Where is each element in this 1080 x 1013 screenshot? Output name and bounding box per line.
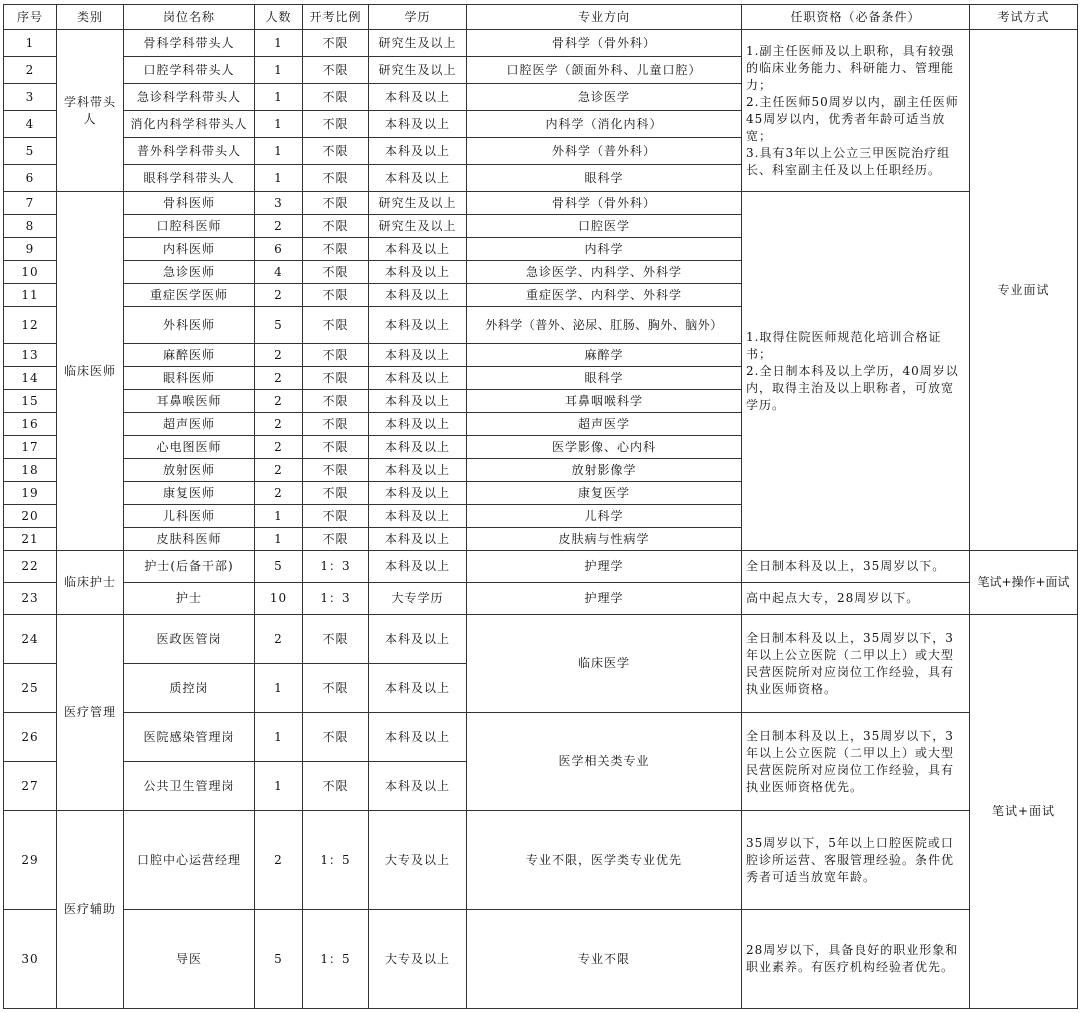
exam-cell: 笔试+面试: [970, 615, 1078, 1009]
row-post: 内科医师: [124, 238, 255, 261]
header-ratio: 开考比例: [303, 5, 369, 30]
row-count: 6: [255, 238, 303, 261]
row-count: 2: [255, 390, 303, 413]
row-no: 17: [4, 436, 57, 459]
row-count: 2: [255, 284, 303, 307]
row-post: 普外科学科带头人: [124, 138, 255, 165]
row-post: 口腔学科带头人: [124, 57, 255, 84]
row-education: 本科及以上: [369, 307, 467, 344]
row-count: 1: [255, 30, 303, 57]
exam-cell: 专业面试: [970, 30, 1078, 551]
row-ratio: 不限: [303, 482, 369, 505]
table-row: [4, 910, 1078, 1009]
row-no: 12: [4, 307, 57, 344]
row-count: 5: [255, 551, 303, 583]
header-exam: 考试方式: [970, 5, 1078, 30]
row-post: 质控岗: [124, 664, 255, 713]
row-no: 21: [4, 528, 57, 551]
row-no: 18: [4, 459, 57, 482]
row-ratio: 不限: [303, 413, 369, 436]
row-education: 本科及以上: [369, 615, 467, 664]
row-major: 眼科学: [467, 165, 742, 192]
row-major: 皮肤病与性病学: [467, 528, 742, 551]
requirements-cell: 全日制本科及以上，35周岁以下，3年以上公立医院（二甲以上）或大型民营医院所对应岗位工作经验，具有执业医师资格优先。: [742, 713, 970, 811]
row-post: 消化内科学科带头人: [124, 111, 255, 138]
requirements-cell: 1.副主任医师及以上职称，具有较强的临床业务能力、科研能力、管理能力； 2.主任医师50周岁以内，副主任医师45周岁以内，优秀者年龄可适当放宽； 3.具有3年以上公立三甲医院治疗组长、科室副主任及以上任职经历。: [742, 30, 970, 192]
row-no: 29: [4, 811, 57, 910]
row-no: 15: [4, 390, 57, 413]
row-no: 24: [4, 615, 57, 664]
row-no: 23: [4, 583, 57, 615]
row-post: 骨科学科带头人: [124, 30, 255, 57]
category-cell: 临床医师: [57, 192, 124, 551]
table-row: [4, 192, 1078, 215]
row-major: 专业不限，医学类专业优先: [467, 811, 742, 910]
row-post: 急诊科学科带头人: [124, 84, 255, 111]
table-row: [4, 30, 1078, 57]
row-requirements: 28周岁以下，具备良好的职业形象和职业素养。有医疗机构经验者优先。: [742, 910, 970, 1009]
exam-cell: 笔试+操作+面试: [970, 551, 1078, 615]
row-no: 10: [4, 261, 57, 284]
header-category: 类别: [57, 5, 124, 30]
row-ratio: 不限: [303, 111, 369, 138]
row-ratio: 不限: [303, 165, 369, 192]
row-count: 1: [255, 713, 303, 762]
row-no: 25: [4, 664, 57, 713]
row-education: 本科及以上: [369, 505, 467, 528]
row-ratio: 不限: [303, 436, 369, 459]
row-education: 大专学历: [369, 583, 467, 615]
row-count: 2: [255, 615, 303, 664]
row-ratio: 不限: [303, 215, 369, 238]
row-major: 骨科学（骨外科）: [467, 192, 742, 215]
row-post: 眼科学科带头人: [124, 165, 255, 192]
row-no: 16: [4, 413, 57, 436]
row-ratio: 不限: [303, 505, 369, 528]
row-major: 急诊医学、内科学、外科学: [467, 261, 742, 284]
header-post: 岗位名称: [124, 5, 255, 30]
row-no: 13: [4, 344, 57, 367]
category-cell: 医疗管理: [57, 615, 124, 811]
row-ratio: 不限: [303, 390, 369, 413]
row-count: 1: [255, 505, 303, 528]
row-ratio: 1：5: [303, 811, 369, 910]
row-major: 超声医学: [467, 413, 742, 436]
row-education: 本科及以上: [369, 528, 467, 551]
row-count: 2: [255, 459, 303, 482]
header-count: 人数: [255, 5, 303, 30]
row-no: 8: [4, 215, 57, 238]
row-post: 口腔科医师: [124, 215, 255, 238]
row-count: 2: [255, 413, 303, 436]
row-post: 外科医师: [124, 307, 255, 344]
row-major: 康复医学: [467, 482, 742, 505]
row-education: 本科及以上: [369, 111, 467, 138]
row-no: 27: [4, 762, 57, 811]
row-post: 心电图医师: [124, 436, 255, 459]
row-count: 2: [255, 215, 303, 238]
row-post: 医院感染管理岗: [124, 713, 255, 762]
row-major: 儿科学: [467, 505, 742, 528]
row-ratio: 不限: [303, 664, 369, 713]
row-ratio: 不限: [303, 615, 369, 664]
row-no: 11: [4, 284, 57, 307]
row-education: 大专及以上: [369, 811, 467, 910]
table-row: [4, 713, 1078, 762]
row-count: 3: [255, 192, 303, 215]
row-count: 1: [255, 762, 303, 811]
row-post: 公共卫生管理岗: [124, 762, 255, 811]
header-requirements: 任职资格（必备条件）: [742, 5, 970, 30]
row-no: 30: [4, 910, 57, 1009]
row-post: 眼科医师: [124, 367, 255, 390]
row-count: 1: [255, 84, 303, 111]
row-ratio: 不限: [303, 57, 369, 84]
requirements-cell: 全日制本科及以上，35周岁以下，3年以上公立医院（二甲以上）或大型民营医院所对应岗位工作经验，具有执业医师资格。: [742, 615, 970, 713]
row-ratio: 不限: [303, 459, 369, 482]
header-no: 序号: [4, 5, 57, 30]
row-education: 本科及以上: [369, 138, 467, 165]
row-post: 重症医学医师: [124, 284, 255, 307]
row-education: 研究生及以上: [369, 192, 467, 215]
row-requirements: 高中起点大专，28周岁以下。: [742, 583, 970, 615]
row-count: 5: [255, 307, 303, 344]
row-major: 耳鼻咽喉科学: [467, 390, 742, 413]
row-post: 耳鼻喉医师: [124, 390, 255, 413]
row-education: 本科及以上: [369, 344, 467, 367]
row-no: 7: [4, 192, 57, 215]
row-post: 医政医管岗: [124, 615, 255, 664]
row-ratio: 不限: [303, 528, 369, 551]
row-major: 麻醉学: [467, 344, 742, 367]
row-education: 本科及以上: [369, 367, 467, 390]
category-cell: 临床护士: [57, 551, 124, 615]
row-ratio: 不限: [303, 238, 369, 261]
row-post: 导医: [124, 910, 255, 1009]
header-education: 学历: [369, 5, 467, 30]
row-major: 骨科学（骨外科）: [467, 30, 742, 57]
row-post: 康复医师: [124, 482, 255, 505]
table-row: [4, 551, 1078, 583]
row-post: 皮肤科医师: [124, 528, 255, 551]
row-education: 本科及以上: [369, 551, 467, 583]
row-post: 急诊医师: [124, 261, 255, 284]
row-ratio: 不限: [303, 762, 369, 811]
row-count: 2: [255, 344, 303, 367]
row-count: 1: [255, 165, 303, 192]
row-education: 本科及以上: [369, 261, 467, 284]
row-requirements: 全日制本科及以上，35周岁以下。: [742, 551, 970, 583]
row-education: 大专及以上: [369, 910, 467, 1009]
row-count: 1: [255, 664, 303, 713]
recruitment-table: [3, 4, 1078, 1009]
category-cell: 医疗辅助: [57, 811, 124, 1009]
table-row: [4, 583, 1078, 615]
row-education: 研究生及以上: [369, 30, 467, 57]
row-no: 14: [4, 367, 57, 390]
row-ratio: 不限: [303, 192, 369, 215]
row-no: 3: [4, 84, 57, 111]
row-major: 口腔医学（颌面外科、儿童口腔）: [467, 57, 742, 84]
header-major: 专业方向: [467, 5, 742, 30]
requirements-cell: 1.取得住院医师规范化培训合格证书； 2.全日制本科及以上学历，40周岁以内，取得主治及以上职称者，可放宽学历。: [742, 192, 970, 551]
row-post: 口腔中心运营经理: [124, 811, 255, 910]
row-major: 护理学: [467, 583, 742, 615]
row-education: 本科及以上: [369, 84, 467, 111]
row-education: 本科及以上: [369, 238, 467, 261]
row-no: 26: [4, 713, 57, 762]
row-post: 超声医师: [124, 413, 255, 436]
row-count: 4: [255, 261, 303, 284]
row-count: 1: [255, 138, 303, 165]
row-post: 骨科医师: [124, 192, 255, 215]
row-major: 医学影像、心内科: [467, 436, 742, 459]
row-count: 1: [255, 528, 303, 551]
row-no: 2: [4, 57, 57, 84]
row-education: 本科及以上: [369, 165, 467, 192]
row-education: 本科及以上: [369, 390, 467, 413]
row-no: 9: [4, 238, 57, 261]
row-count: 2: [255, 482, 303, 505]
row-no: 6: [4, 165, 57, 192]
row-education: 本科及以上: [369, 413, 467, 436]
row-education: 本科及以上: [369, 459, 467, 482]
row-count: 2: [255, 367, 303, 390]
row-post: 护士(后备干部): [124, 551, 255, 583]
row-ratio: 不限: [303, 30, 369, 57]
row-ratio: 不限: [303, 84, 369, 111]
table-row: [4, 811, 1078, 910]
row-major: 内科学（消化内科）: [467, 111, 742, 138]
row-no: 20: [4, 505, 57, 528]
row-education: 本科及以上: [369, 436, 467, 459]
row-education: 研究生及以上: [369, 57, 467, 84]
row-ratio: 不限: [303, 284, 369, 307]
row-education: 本科及以上: [369, 284, 467, 307]
row-major: 眼科学: [467, 367, 742, 390]
major-cell: 临床医学: [467, 615, 742, 713]
row-no: 1: [4, 30, 57, 57]
row-count: 2: [255, 436, 303, 459]
table-row: [4, 615, 1078, 664]
row-ratio: 不限: [303, 307, 369, 344]
row-ratio: 1：3: [303, 551, 369, 583]
row-ratio: 不限: [303, 367, 369, 390]
row-education: 本科及以上: [369, 664, 467, 713]
row-post: 儿科医师: [124, 505, 255, 528]
row-count: 1: [255, 111, 303, 138]
row-major: 急诊医学: [467, 84, 742, 111]
row-ratio: 不限: [303, 138, 369, 165]
row-major: 放射影像学: [467, 459, 742, 482]
row-no: 5: [4, 138, 57, 165]
header-row: [4, 5, 1078, 30]
row-post: 麻醉医师: [124, 344, 255, 367]
row-count: 5: [255, 910, 303, 1009]
row-education: 本科及以上: [369, 713, 467, 762]
row-ratio: 不限: [303, 344, 369, 367]
row-post: 放射医师: [124, 459, 255, 482]
row-count: 2: [255, 811, 303, 910]
row-ratio: 1：3: [303, 583, 369, 615]
row-education: 研究生及以上: [369, 215, 467, 238]
row-major: 内科学: [467, 238, 742, 261]
row-major: 外科学（普外科）: [467, 138, 742, 165]
row-no: 19: [4, 482, 57, 505]
row-major: 外科学（普外、泌尿、肛肠、胸外、脑外）: [467, 307, 742, 344]
row-major: 重症医学、内科学、外科学: [467, 284, 742, 307]
row-education: 本科及以上: [369, 762, 467, 811]
row-post: 护士: [124, 583, 255, 615]
row-ratio: 1：5: [303, 910, 369, 1009]
row-count: 10: [255, 583, 303, 615]
row-no: 4: [4, 111, 57, 138]
major-cell: 医学相关类专业: [467, 713, 742, 811]
row-major: 护理学: [467, 551, 742, 583]
row-ratio: 不限: [303, 261, 369, 284]
category-cell: 学科带头人: [57, 30, 124, 192]
row-education: 本科及以上: [369, 482, 467, 505]
row-ratio: 不限: [303, 713, 369, 762]
row-major: 专业不限: [467, 910, 742, 1009]
row-no: 22: [4, 551, 57, 583]
row-requirements: 35周岁以下，5年以上口腔医院或口腔诊所运营、客服管理经验。条件优秀者可适当放宽年龄。: [742, 811, 970, 910]
row-major: 口腔医学: [467, 215, 742, 238]
row-count: 1: [255, 57, 303, 84]
